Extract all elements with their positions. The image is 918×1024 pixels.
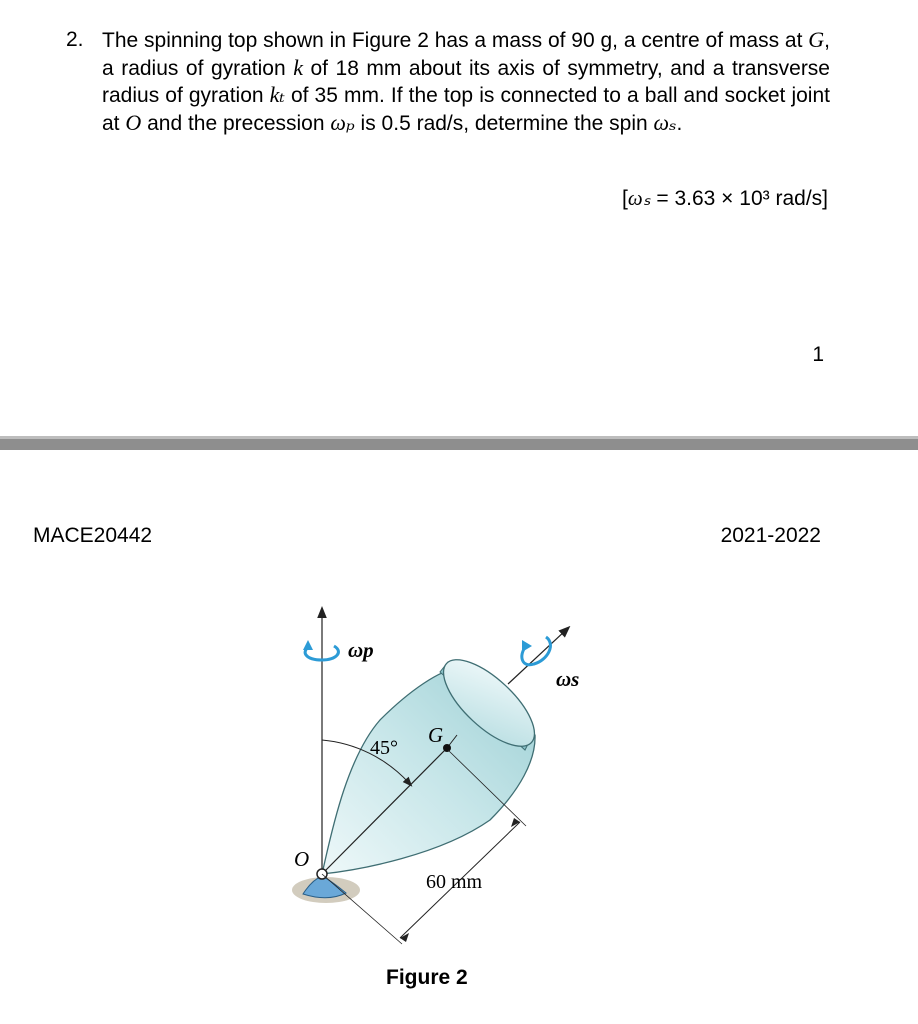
question-part: of 35 mm. If the top is connected to a ball and socket joint at bbox=[102, 84, 830, 135]
answer-bracket: [ bbox=[622, 187, 628, 210]
angle-label: 45° bbox=[370, 737, 398, 759]
symbol-omega-s: ωₛ bbox=[653, 109, 677, 135]
spin-arrow-icon bbox=[522, 637, 551, 665]
answer-symbol: ωₛ bbox=[627, 186, 651, 210]
omega-s-label: ωs bbox=[556, 667, 580, 691]
center-of-mass-point bbox=[443, 744, 451, 752]
question-part: and the precession bbox=[141, 111, 331, 135]
question-part: of 18 mm about its axis of symmetry, and a transverse radius of gyration bbox=[102, 56, 830, 107]
figure-caption: Figure 2 bbox=[386, 966, 468, 989]
page-number: 1 bbox=[812, 343, 824, 366]
symbol-omega-p: ωₚ bbox=[330, 109, 355, 135]
answer-value: = 3.63 × 10³ rad/s] bbox=[650, 187, 828, 210]
dimension-tick-low bbox=[322, 874, 402, 944]
precession-arrowhead-icon bbox=[303, 640, 313, 650]
o-label: O bbox=[294, 847, 310, 871]
footer-year: 2021-2022 bbox=[720, 524, 821, 547]
symbol-kt: kₜ bbox=[269, 82, 285, 107]
question-body bbox=[102, 27, 830, 137]
divider-highlight bbox=[0, 436, 918, 439]
spin-arrowhead-icon bbox=[522, 640, 532, 652]
symbol-o: O bbox=[125, 109, 142, 135]
question-part: is 0.5 rad/s, determine the spin bbox=[354, 111, 654, 135]
question-number: 2. bbox=[66, 28, 84, 51]
question-text bbox=[66, 27, 830, 137]
symbol-g: G bbox=[808, 27, 825, 52]
answer-text bbox=[622, 186, 828, 211]
dimension-arrowhead-low bbox=[400, 933, 409, 942]
omega-p-label: ωp bbox=[348, 638, 374, 662]
g-label: G bbox=[428, 723, 444, 747]
question-part: , a radius of gyration bbox=[102, 29, 830, 80]
footer-course-code: MACE20442 bbox=[33, 524, 153, 547]
symbol-k: k bbox=[293, 54, 303, 80]
length-label: 60 mm bbox=[426, 871, 483, 893]
page-divider bbox=[0, 436, 918, 450]
question-part: The spinning top shown in Figure 2 has a mass of 90 g, a centre of mass at bbox=[102, 29, 809, 52]
question-part: . bbox=[676, 111, 683, 135]
spinning-top-figure bbox=[270, 600, 630, 980]
